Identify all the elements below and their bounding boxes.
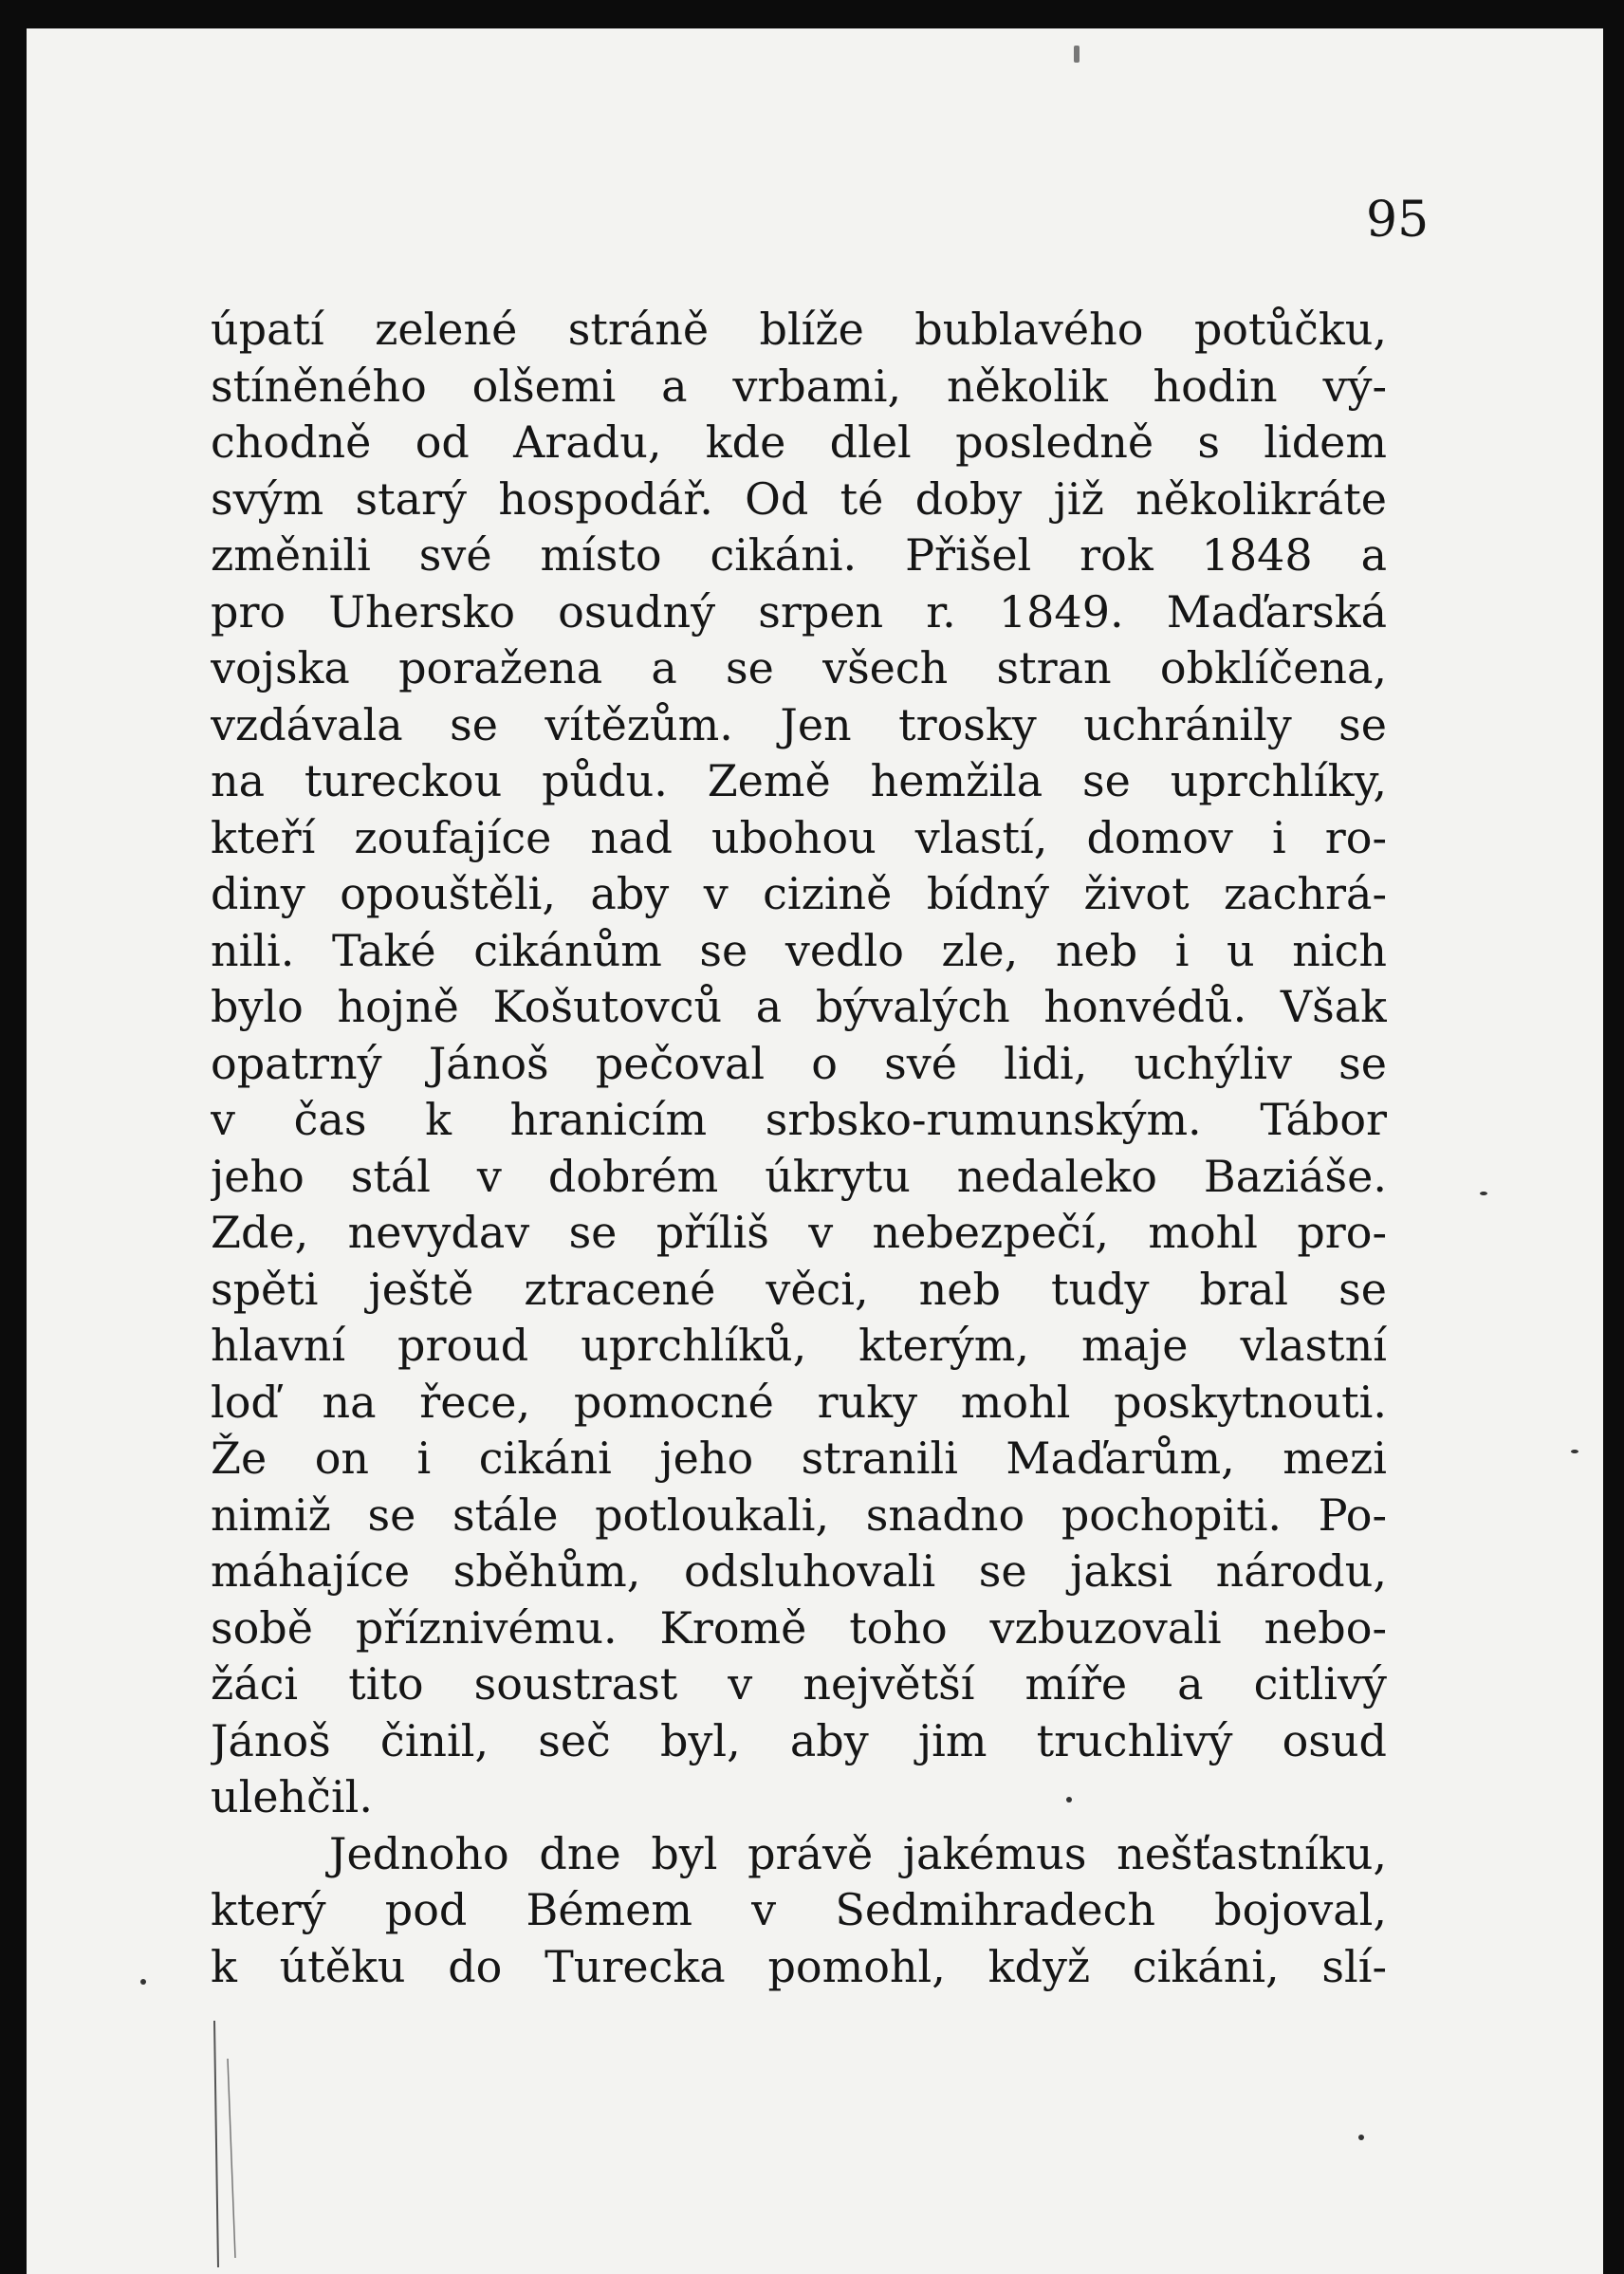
text-line: k útěku do Turecka pomohl, když cikáni, slí- <box>211 1940 1387 1992</box>
text-line: úpatí zelené stráně blíže bublavého potůčku, <box>211 304 1387 355</box>
text-line: loď na řece, pomocné ruky mohl poskytnouti. <box>211 1376 1387 1428</box>
text-line: opatrný Jánoš pečoval o své lidi, uchýliv se <box>211 1037 1387 1089</box>
text-line: hlavní proud uprchlíků, kterým, maje vlastní <box>211 1320 1387 1371</box>
scan-speck <box>1480 1192 1487 1195</box>
text-line: kteří zoufajíce nad ubohou vlastí, domov i ro- <box>211 811 1387 863</box>
text-line: změnili své místo cikáni. Přišel rok 1848 a <box>211 529 1387 581</box>
scan-speck <box>1358 2135 1364 2140</box>
text-line: jeho stál v dobrém úkrytu nedaleko Baziáše. <box>211 1150 1387 1202</box>
text-line: na tureckou půdu. Země hemžila se uprchlíky, <box>211 755 1387 806</box>
text-line: ulehčil. <box>211 1771 373 1822</box>
page-fold-mark <box>207 2021 245 2267</box>
text-line: který pod Bémem v Sedmihradech bojoval, <box>211 1884 1387 1935</box>
scan-speck <box>140 1979 146 1985</box>
text-line: Jánoš činil, seč byl, aby jim truchlivý osud <box>211 1714 1387 1766</box>
body-text <box>211 302 1387 1995</box>
text-line: diny opouštěli, aby v cizině bídný život zachrá- <box>211 868 1387 919</box>
text-line: vzdávala se vítězům. Jen trosky uchránily se <box>211 698 1387 750</box>
text-line: pro Uhersko osudný srpen r. 1849. Maďarská <box>211 585 1387 638</box>
text-line: sobě příznivému. Kromě toho vzbuzovali nebo- <box>211 1601 1387 1654</box>
text-line: Že on i cikáni jeho stranili Maďarům, mezi <box>211 1433 1387 1484</box>
text-line: chodně od Aradu, kde dlel posledně s lidem <box>211 416 1387 468</box>
text-line: žáci tito soustrast v největší míře a citlivý <box>211 1658 1387 1710</box>
scan-speck <box>1571 1450 1578 1453</box>
paragraph-start-line: Jednoho dne byl právě jakémus nešťastníku, <box>329 1827 1387 1879</box>
text-line: Zde, nevydav se příliš v nebezpečí, mohl pro- <box>211 1207 1387 1258</box>
scan-speck <box>1074 46 1080 63</box>
text-line: vojska poražena a se všech stran obklíčena, <box>211 642 1387 693</box>
page-number: 95 <box>1366 192 1430 249</box>
text-line: v čas k hranicím srbsko-rumunským. Tábor <box>211 1094 1387 1145</box>
text-line: máhajíce sběhům, odsluhovali se jaksi národu, <box>211 1545 1387 1597</box>
text-line: nili. Také cikánům se vedlo zle, neb i u nich <box>211 924 1387 976</box>
text-line: spěti ještě ztracené věci, neb tudy bral se <box>211 1263 1387 1315</box>
text-line: stíněného olšemi a vrbami, několik hodin vý- <box>211 360 1387 412</box>
text-line: bylo hojně Košutovců a bývalých honvédů. Však <box>211 981 1387 1032</box>
scan-speck <box>1066 1797 1072 1803</box>
text-line: svým starý hospodář. Od té doby již několikráte <box>211 472 1387 525</box>
text-line: nimiž se stále potloukali, snadno pochopiti. Po- <box>211 1488 1387 1541</box>
